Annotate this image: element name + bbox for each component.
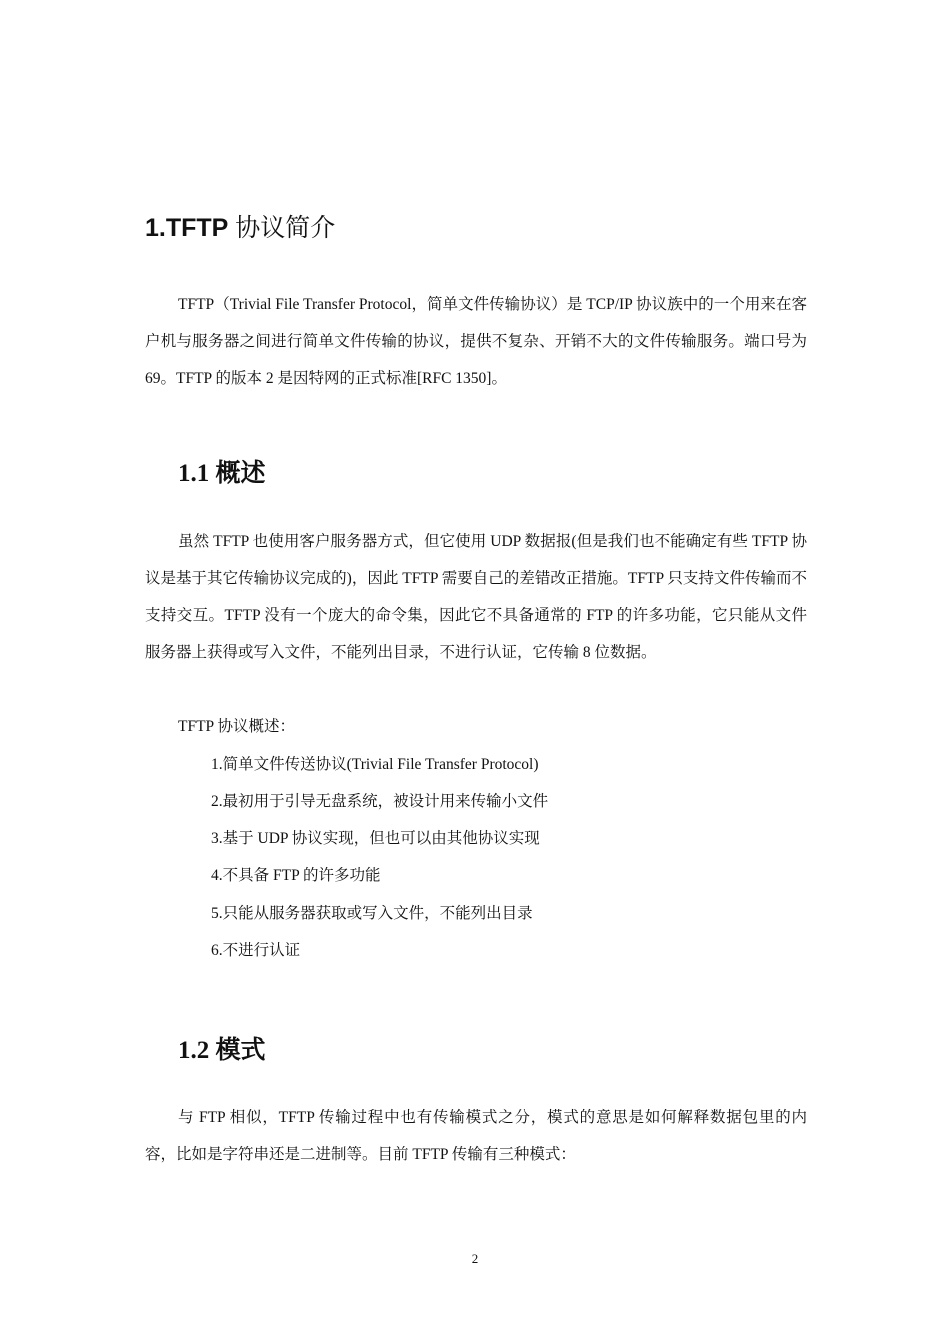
section-1-2-heading-text: 模式 [209, 1037, 266, 1064]
list-item: 3.基于 UDP 协议实现，但也可以由其他协议实现 [211, 830, 540, 847]
section-1-2-paragraph: 与 FTP 相似，TFTP 传输过程中也有传输模式之分，模式的意思是如何解释数据包里的内容，比如是字符串还是二进制等。目前 TFTP 传输有三种模式： [145, 1109, 807, 1163]
section-1-1-heading-text: 概述 [209, 460, 266, 487]
list-item: 4.不具备 FTP 的许多功能 [211, 867, 381, 884]
overview-label: TFTP 协议概述： [178, 718, 295, 735]
section-1-paragraph: TFTP（Trivial File Transfer Protocol，简单文件传输协议）是 TCP/IP 协议族中的一个用来在客户机与服务器之间进行简单文件传输的协议，提供不复杂、开销不大的文件传输服务。端口号为 69。TFTP 的版本 2 是因特网的正式标准[RFC 1350]。 [145, 296, 807, 387]
section-1-heading-text: 协议简介 [228, 214, 336, 242]
section-1-2-heading [178, 1030, 266, 1066]
list-item: 5.只能从服务器获取或写入文件，不能列出目录 [211, 905, 533, 922]
list-item: 2.最初用于引导无盘系统，被设计用来传输小文件 [211, 793, 549, 810]
page-number: 2 [471, 1251, 479, 1266]
section-1-1-paragraph: 虽然 TFTP 也使用客户服务器方式，但它使用 UDP 数据报(但是我们也不能确定有些 TFTP 协议是基于其它传输协议完成的)，因此 TFTP 需要自己的差错改正措施。TFTP 只支持文件传输而不支持交互。TFTP 没有一个庞大的命令集，因此它不具备通常的 FTP 的许多功能，它只能从文件服务器上获得或写入文件，不能列出目录，不进行认证，它传输 8 位数据。 [145, 533, 807, 661]
section-1-heading [145, 208, 335, 244]
section-1-1-heading [178, 453, 266, 489]
list-item: 1.简单文件传送协议(Trivial File Transfer Protocol) [211, 756, 539, 773]
section-1-2-heading-number: 1.2 [178, 1037, 210, 1064]
list-item: 6.不进行认证 [211, 942, 301, 959]
section-1-1-heading-number: 1.1 [178, 460, 210, 487]
section-1-heading-number: 1.TFTP [145, 214, 229, 242]
